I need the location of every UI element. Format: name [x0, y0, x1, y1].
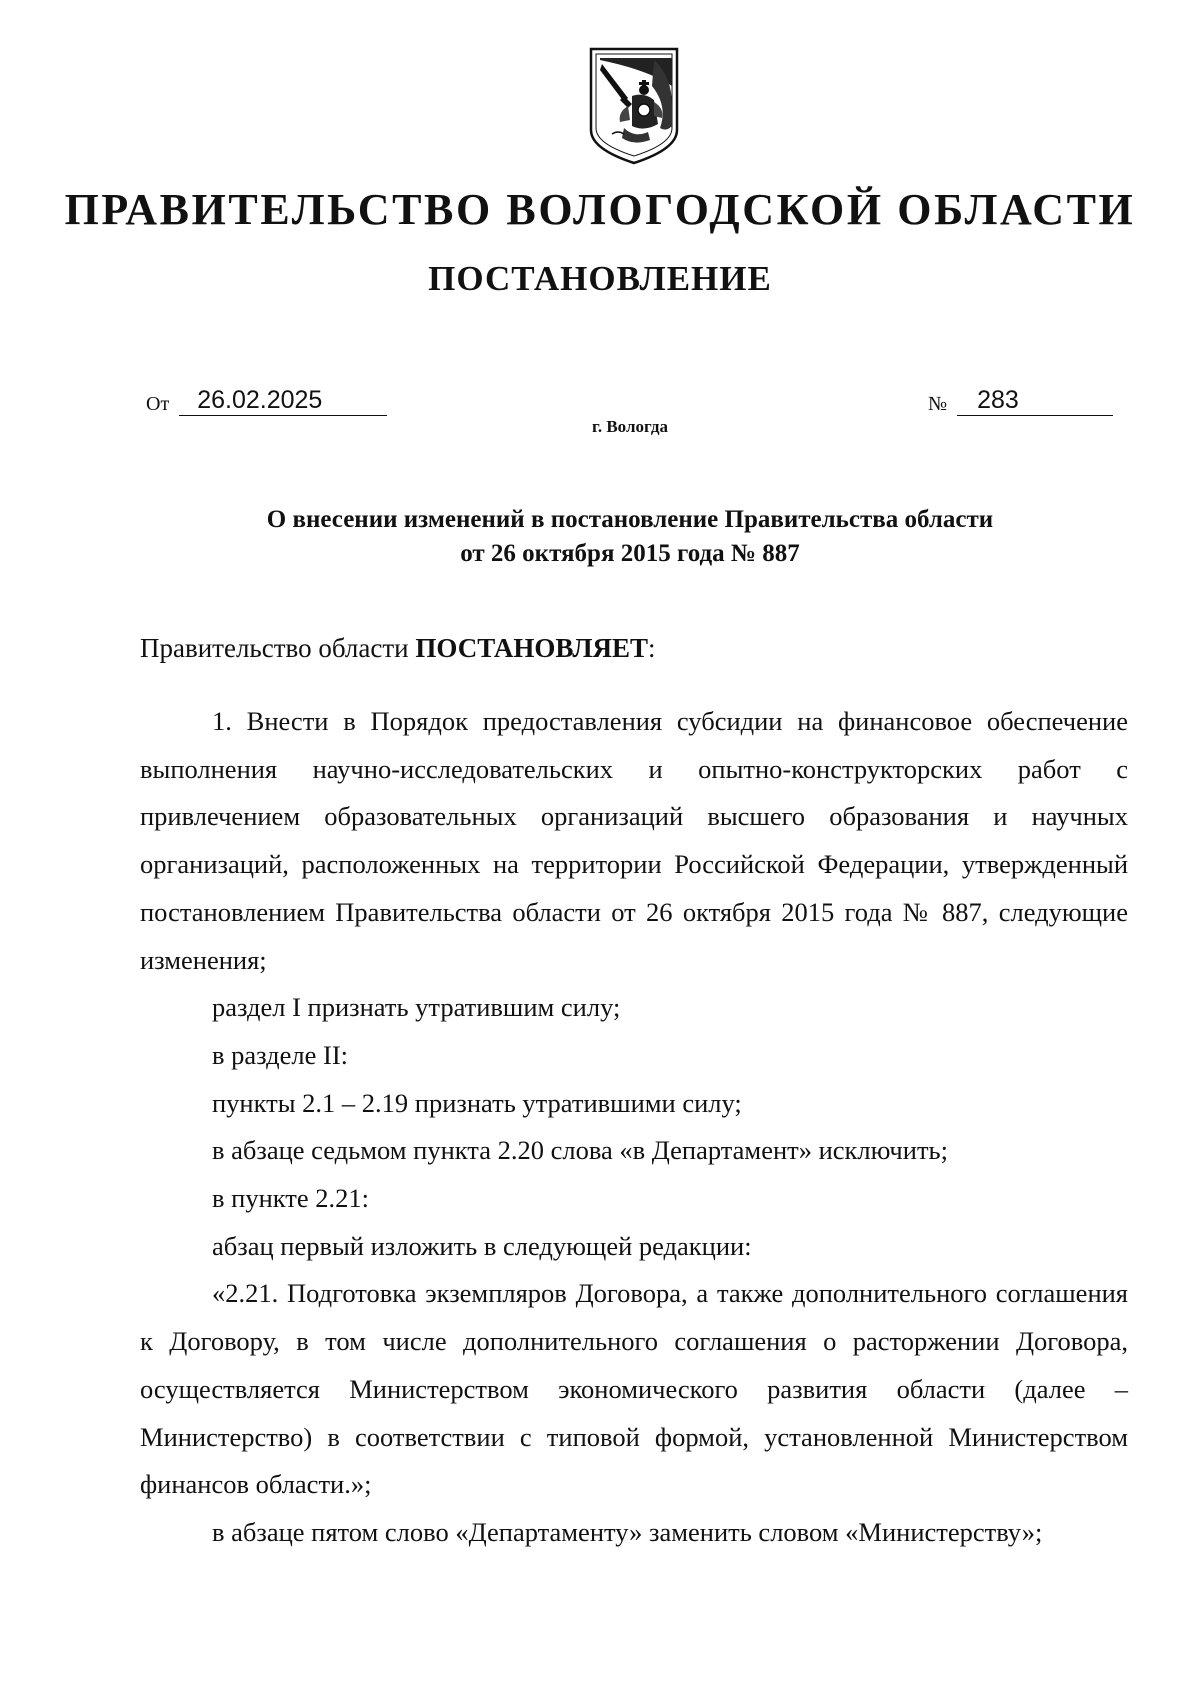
government-title: ПРАВИТЕЛЬСТВО ВОЛОГОДСКОЙ ОБЛАСТИ: [64, 185, 1136, 234]
subject-line-2: от 26 октября 2015 года № 887: [460, 540, 800, 567]
decree-verb: ПОСТАНОВЛЯЕТ: [415, 633, 648, 663]
paragraph: пункты 2.1 – 2.19 признать утратившими силу;: [212, 1087, 742, 1118]
paragraph: 1. Внести в Порядок предоставления субсидии на финансовое обеспечение выполнения научно-исследовательских и опытно-конструкторских работ с привлечением образовательных организаций высшего образования и научных организаций, расположенных на территории Российской Федерации, утвержденный постановлением Правительства области от 26 октября 2015 года № 887, следующие изменения;: [140, 706, 1128, 975]
decree-lead: Правительство области: [140, 633, 416, 663]
paragraph: в разделе II:: [212, 1039, 349, 1070]
date-label: От: [146, 393, 170, 415]
subject-line-1: О внесении изменений в постановление Правительства области: [266, 506, 994, 533]
paragraph: абзац первый изложить в следующей редакции:: [212, 1230, 752, 1261]
number-label: №: [928, 393, 948, 415]
document-kind: ПОСТАНОВЛЕНИЕ: [428, 259, 772, 298]
document-subject: [0, 503, 1200, 571]
vologda-coat-of-arms-icon: [588, 46, 680, 166]
paragraph: раздел I признать утратившим силу;: [212, 992, 621, 1023]
document-body: [140, 698, 1128, 1557]
decree-colon: :: [647, 633, 656, 663]
number-value: 283: [957, 385, 1113, 416]
paragraph: в абзаце пятом слово «Департаменту» заменить словом «Министерству»;: [212, 1516, 1043, 1547]
paragraph: «2.21. Подготовка экземпляров Договора, а также дополнительного соглашения к Договору, в том числе дополнительного соглашения о расторжении Договора, осуществляется Министерством экономического развития области (далее – Министерство) в соответствии с типовой формой, установленной Министерством финансов области.»;: [140, 1278, 1128, 1500]
date-value: 26.02.2025: [179, 385, 387, 416]
decree-statement: [140, 630, 656, 666]
date-field: [146, 382, 387, 416]
paragraph: в пункте 2.21:: [212, 1183, 369, 1214]
city-label: г. Вологда: [592, 417, 668, 436]
number-field: [928, 382, 1113, 416]
paragraph: в абзаце седьмом пункта 2.20 слова «в Департамент» исключить;: [212, 1135, 948, 1166]
